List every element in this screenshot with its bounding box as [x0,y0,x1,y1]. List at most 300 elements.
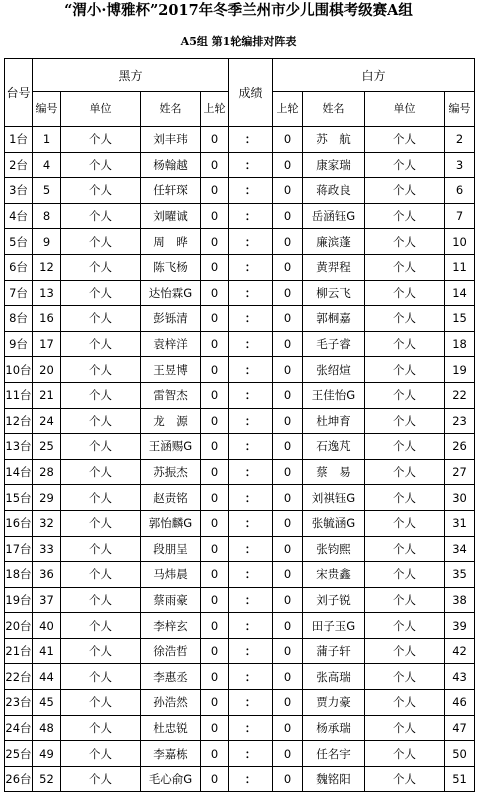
black-unit-cell: 个人 [61,434,141,460]
header-black-number: 编号 [33,92,61,127]
header-result: 成绩 [229,59,273,127]
white-prev-round-cell: 0 [273,434,303,460]
black-number-cell: 21 [33,382,61,408]
result-cell: ： [229,766,273,792]
white-name-cell: 蔡 易 [303,459,365,485]
table-row [5,229,475,255]
result-cell: ： [229,408,273,434]
black-unit-cell: 个人 [61,690,141,716]
black-number-cell: 37 [33,587,61,613]
white-unit-cell: 个人 [365,229,445,255]
black-number-cell: 1 [33,127,61,153]
white-prev-round-cell: 0 [273,485,303,511]
white-prev-round-cell: 0 [273,766,303,792]
result-cell: ： [229,587,273,613]
result-cell: ： [229,203,273,229]
table-row [5,434,475,460]
white-name-cell: 任名宇 [303,741,365,767]
black-name-cell: 陈飞杨 [141,254,201,280]
white-name-cell: 刘祺钰G [303,485,365,511]
black-number-cell: 44 [33,664,61,690]
black-unit-cell: 个人 [61,178,141,204]
table-row [5,357,475,383]
pairing-rows [5,127,475,792]
white-name-cell: 张钧熙 [303,536,365,562]
black-prev-round-cell: 0 [201,690,229,716]
white-prev-round-cell: 0 [273,459,303,485]
white-name-cell: 廉滨蓬 [303,229,365,255]
board-cell: 19台 [5,587,33,613]
black-unit-cell: 个人 [61,485,141,511]
board-cell: 12台 [5,408,33,434]
black-name-cell: 周 晔 [141,229,201,255]
black-prev-round-cell: 0 [201,638,229,664]
black-prev-round-cell: 0 [201,306,229,332]
white-unit-cell: 个人 [365,178,445,204]
white-number-cell: 26 [445,434,475,460]
result-cell: ： [229,562,273,588]
board-cell: 20台 [5,613,33,639]
table-row [5,254,475,280]
board-cell: 15台 [5,485,33,511]
result-cell: ： [229,254,273,280]
black-name-cell: 任轩琛 [141,178,201,204]
black-name-cell: 杨翰越 [141,152,201,178]
black-number-cell: 9 [33,229,61,255]
black-prev-round-cell: 0 [201,434,229,460]
table-row [5,766,475,792]
white-name-cell: 魏铭阳 [303,766,365,792]
board-cell: 10台 [5,357,33,383]
white-prev-round-cell: 0 [273,331,303,357]
white-number-cell: 2 [445,127,475,153]
black-prev-round-cell: 0 [201,613,229,639]
black-name-cell: 雷智杰 [141,382,201,408]
black-number-cell: 25 [33,434,61,460]
black-unit-cell: 个人 [61,510,141,536]
header-white-number: 编号 [445,92,475,127]
black-name-cell: 苏振杰 [141,459,201,485]
white-number-cell: 14 [445,280,475,306]
table-row [5,178,475,204]
header-black-unit: 单位 [61,92,141,127]
black-number-cell: 41 [33,638,61,664]
board-cell: 6台 [5,254,33,280]
result-cell: ： [229,357,273,383]
table-row [5,280,475,306]
table-row [5,408,475,434]
white-number-cell: 46 [445,690,475,716]
black-number-cell: 36 [33,562,61,588]
white-number-cell: 23 [445,408,475,434]
white-prev-round-cell: 0 [273,178,303,204]
header-black-prev-round: 上轮 [201,92,229,127]
black-unit-cell: 个人 [61,357,141,383]
board-cell: 26台 [5,766,33,792]
black-unit-cell: 个人 [61,766,141,792]
white-unit-cell: 个人 [365,664,445,690]
result-cell: ： [229,229,273,255]
white-number-cell: 38 [445,587,475,613]
white-number-cell: 51 [445,766,475,792]
black-number-cell: 4 [33,152,61,178]
black-prev-round-cell: 0 [201,485,229,511]
white-name-cell: 郭桐嘉 [303,306,365,332]
white-number-cell: 11 [445,254,475,280]
black-number-cell: 5 [33,178,61,204]
result-cell: ： [229,280,273,306]
white-number-cell: 18 [445,331,475,357]
white-name-cell: 蒲子轩 [303,638,365,664]
table-row [5,690,475,716]
board-cell: 9台 [5,331,33,357]
white-name-cell: 张毓涵G [303,510,365,536]
white-number-cell: 50 [445,741,475,767]
white-name-cell: 张高瑞 [303,664,365,690]
white-name-cell: 宋贵鑫 [303,562,365,588]
result-cell: ： [229,331,273,357]
white-prev-round-cell: 0 [273,280,303,306]
table-row [5,638,475,664]
white-unit-cell: 个人 [365,766,445,792]
white-prev-round-cell: 0 [273,254,303,280]
white-prev-round-cell: 0 [273,587,303,613]
white-number-cell: 30 [445,485,475,511]
black-number-cell: 13 [33,280,61,306]
white-prev-round-cell: 0 [273,536,303,562]
table-row [5,536,475,562]
black-number-cell: 16 [33,306,61,332]
table-row [5,587,475,613]
white-name-cell: 岳涵钰G [303,203,365,229]
board-cell: 14台 [5,459,33,485]
black-number-cell: 40 [33,613,61,639]
white-unit-cell: 个人 [365,203,445,229]
header-black-name: 姓名 [141,92,201,127]
black-unit-cell: 个人 [61,459,141,485]
white-prev-round-cell: 0 [273,408,303,434]
white-unit-cell: 个人 [365,587,445,613]
board-cell: 13台 [5,434,33,460]
black-unit-cell: 个人 [61,638,141,664]
black-unit-cell: 个人 [61,382,141,408]
black-unit-cell: 个人 [61,715,141,741]
result-cell: ： [229,152,273,178]
header-white-unit: 单位 [365,92,445,127]
white-prev-round-cell: 0 [273,127,303,153]
white-unit-cell: 个人 [365,357,445,383]
white-unit-cell: 个人 [365,127,445,153]
board-cell: 1台 [5,127,33,153]
board-cell: 5台 [5,229,33,255]
black-name-cell: 彭铄清 [141,306,201,332]
result-cell: ： [229,382,273,408]
black-name-cell: 达怡霖G [141,280,201,306]
result-cell: ： [229,127,273,153]
white-unit-cell: 个人 [365,741,445,767]
black-number-cell: 12 [33,254,61,280]
white-name-cell: 王佳怡G [303,382,365,408]
white-prev-round-cell: 0 [273,715,303,741]
result-cell: ： [229,306,273,332]
black-number-cell: 29 [33,485,61,511]
white-name-cell: 蒋政良 [303,178,365,204]
table-row [5,203,475,229]
white-number-cell: 43 [445,664,475,690]
white-prev-round-cell: 0 [273,690,303,716]
white-prev-round-cell: 0 [273,152,303,178]
table-row [5,741,475,767]
black-unit-cell: 个人 [61,613,141,639]
white-number-cell: 42 [445,638,475,664]
black-unit-cell: 个人 [61,152,141,178]
board-cell: 17台 [5,536,33,562]
black-prev-round-cell: 0 [201,382,229,408]
black-prev-round-cell: 0 [201,587,229,613]
result-cell: ： [229,178,273,204]
black-prev-round-cell: 0 [201,715,229,741]
black-prev-round-cell: 0 [201,562,229,588]
white-unit-cell: 个人 [365,280,445,306]
black-number-cell: 8 [33,203,61,229]
board-cell: 7台 [5,280,33,306]
white-unit-cell: 个人 [365,510,445,536]
black-unit-cell: 个人 [61,536,141,562]
white-prev-round-cell: 0 [273,357,303,383]
black-unit-cell: 个人 [61,408,141,434]
white-unit-cell: 个人 [365,459,445,485]
black-prev-round-cell: 0 [201,203,229,229]
board-cell: 21台 [5,638,33,664]
white-number-cell: 34 [445,536,475,562]
board-cell: 25台 [5,741,33,767]
white-prev-round-cell: 0 [273,510,303,536]
white-prev-round-cell: 0 [273,382,303,408]
black-number-cell: 33 [33,536,61,562]
table-row [5,562,475,588]
white-number-cell: 6 [445,178,475,204]
result-cell: ： [229,536,273,562]
table-row [5,664,475,690]
board-cell: 4台 [5,203,33,229]
white-prev-round-cell: 0 [273,664,303,690]
black-prev-round-cell: 0 [201,766,229,792]
board-cell: 3台 [5,178,33,204]
white-prev-round-cell: 0 [273,306,303,332]
white-name-cell: 杨承瑞 [303,715,365,741]
white-number-cell: 47 [445,715,475,741]
board-cell: 2台 [5,152,33,178]
black-prev-round-cell: 0 [201,178,229,204]
white-unit-cell: 个人 [365,485,445,511]
black-prev-round-cell: 0 [201,280,229,306]
white-prev-round-cell: 0 [273,638,303,664]
black-number-cell: 20 [33,357,61,383]
black-name-cell: 刘丰玮 [141,127,201,153]
white-unit-cell: 个人 [365,715,445,741]
white-name-cell: 黄羿程 [303,254,365,280]
board-cell: 11台 [5,382,33,408]
white-name-cell: 田子玉G [303,613,365,639]
black-unit-cell: 个人 [61,306,141,332]
table-row [5,485,475,511]
black-name-cell: 赵责铭 [141,485,201,511]
white-unit-cell: 个人 [365,254,445,280]
black-prev-round-cell: 0 [201,229,229,255]
black-unit-cell: 个人 [61,203,141,229]
white-unit-cell: 个人 [365,434,445,460]
black-name-cell: 袁梓洋 [141,331,201,357]
black-prev-round-cell: 0 [201,741,229,767]
black-prev-round-cell: 0 [201,331,229,357]
white-number-cell: 10 [445,229,475,255]
white-unit-cell: 个人 [365,562,445,588]
table-row [5,127,475,153]
white-number-cell: 22 [445,382,475,408]
black-name-cell: 李惠丞 [141,664,201,690]
black-name-cell: 龙 源 [141,408,201,434]
white-unit-cell: 个人 [365,152,445,178]
result-cell: ： [229,510,273,536]
result-cell: ： [229,664,273,690]
white-unit-cell: 个人 [365,690,445,716]
black-name-cell: 杜忠锐 [141,715,201,741]
black-number-cell: 24 [33,408,61,434]
black-unit-cell: 个人 [61,562,141,588]
black-name-cell: 王涵赐G [141,434,201,460]
table-row [5,459,475,485]
black-unit-cell: 个人 [61,331,141,357]
white-number-cell: 7 [445,203,475,229]
board-cell: 24台 [5,715,33,741]
white-name-cell: 毛子睿 [303,331,365,357]
pairing-table [4,58,475,792]
table-row [5,152,475,178]
black-number-cell: 28 [33,459,61,485]
white-number-cell: 19 [445,357,475,383]
black-number-cell: 17 [33,331,61,357]
table-row [5,331,475,357]
black-number-cell: 48 [33,715,61,741]
black-name-cell: 王昱博 [141,357,201,383]
white-unit-cell: 个人 [365,408,445,434]
result-cell: ： [229,434,273,460]
black-number-cell: 49 [33,741,61,767]
black-number-cell: 52 [33,766,61,792]
white-name-cell: 刘子锐 [303,587,365,613]
white-unit-cell: 个人 [365,382,445,408]
black-name-cell: 马炜晨 [141,562,201,588]
table-row [5,613,475,639]
header-white: 白方 [273,59,475,92]
white-name-cell: 张绍煊 [303,357,365,383]
document-title: “渭小·博雅杯”2017年冬季兰州市少儿围棋考级赛A组 [64,2,413,19]
black-prev-round-cell: 0 [201,408,229,434]
black-prev-round-cell: 0 [201,254,229,280]
result-cell: ： [229,613,273,639]
black-unit-cell: 个人 [61,280,141,306]
result-cell: ： [229,741,273,767]
result-cell: ： [229,690,273,716]
black-prev-round-cell: 0 [201,459,229,485]
white-name-cell: 苏 航 [303,127,365,153]
white-unit-cell: 个人 [365,306,445,332]
black-unit-cell: 个人 [61,741,141,767]
black-number-cell: 45 [33,690,61,716]
black-name-cell: 李梓玄 [141,613,201,639]
black-name-cell: 李嘉栋 [141,741,201,767]
black-prev-round-cell: 0 [201,357,229,383]
black-name-cell: 段朋呈 [141,536,201,562]
black-unit-cell: 个人 [61,587,141,613]
white-name-cell: 贾力豪 [303,690,365,716]
black-prev-round-cell: 0 [201,536,229,562]
white-unit-cell: 个人 [365,536,445,562]
black-number-cell: 32 [33,510,61,536]
white-number-cell: 39 [445,613,475,639]
white-unit-cell: 个人 [365,638,445,664]
white-number-cell: 3 [445,152,475,178]
white-name-cell: 柳云飞 [303,280,365,306]
result-cell: ： [229,638,273,664]
table-row [5,510,475,536]
black-name-cell: 蔡雨豪 [141,587,201,613]
board-cell: 22台 [5,664,33,690]
black-name-cell: 孙浩然 [141,690,201,716]
table-row [5,382,475,408]
white-prev-round-cell: 0 [273,613,303,639]
black-prev-round-cell: 0 [201,510,229,536]
black-name-cell: 郭怡麟G [141,510,201,536]
white-name-cell: 杜坤育 [303,408,365,434]
white-name-cell: 石逸芃 [303,434,365,460]
board-cell: 23台 [5,690,33,716]
board-cell: 16台 [5,510,33,536]
header-white-prev-round: 上轮 [273,92,303,127]
white-number-cell: 27 [445,459,475,485]
black-prev-round-cell: 0 [201,152,229,178]
table-row [5,306,475,332]
white-name-cell: 康家瑞 [303,152,365,178]
black-name-cell: 刘曜诚 [141,203,201,229]
black-prev-round-cell: 0 [201,127,229,153]
result-cell: ： [229,715,273,741]
header-white-name: 姓名 [303,92,365,127]
white-prev-round-cell: 0 [273,741,303,767]
black-unit-cell: 个人 [61,229,141,255]
white-unit-cell: 个人 [365,613,445,639]
black-name-cell: 徐浩哲 [141,638,201,664]
black-prev-round-cell: 0 [201,664,229,690]
black-unit-cell: 个人 [61,664,141,690]
white-unit-cell: 个人 [365,331,445,357]
black-name-cell: 毛心俞G [141,766,201,792]
white-number-cell: 31 [445,510,475,536]
board-cell: 18台 [5,562,33,588]
header-black: 黑方 [33,59,229,92]
header-board: 台号 [5,59,33,127]
black-unit-cell: 个人 [61,254,141,280]
white-prev-round-cell: 0 [273,229,303,255]
white-prev-round-cell: 0 [273,562,303,588]
board-cell: 8台 [5,306,33,332]
white-number-cell: 15 [445,306,475,332]
black-unit-cell: 个人 [61,127,141,153]
white-number-cell: 35 [445,562,475,588]
table-row [5,715,475,741]
result-cell: ： [229,485,273,511]
document-subtitle: A5组 第1轮编排对阵表 [180,35,297,48]
